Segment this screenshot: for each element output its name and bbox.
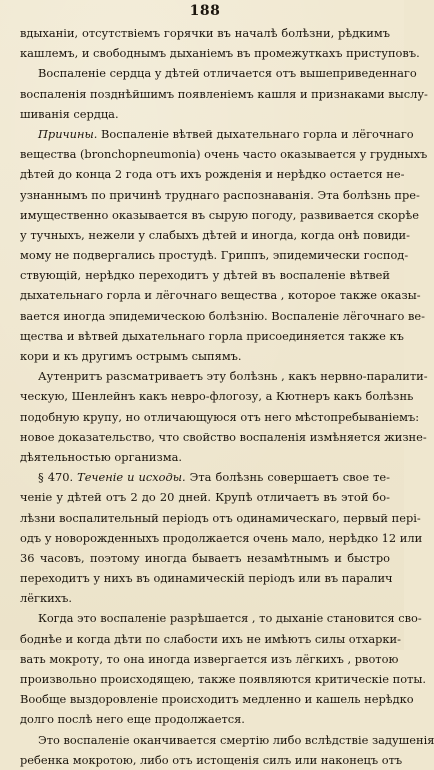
text-line [20, 649, 399, 669]
text-line [20, 487, 390, 507]
text-line [20, 407, 420, 427]
text-segment: вещества (bronchopneumonia) очень часто оказывается у грудныхъ [20, 147, 428, 162]
text-segment: новое доказательство, что свойство воспаленія измѣняется жизне- [20, 429, 427, 444]
text-segment: лѣзни воспалительный періодъ отъ одинамическаго, первый пері- [20, 510, 421, 525]
text-line [20, 608, 422, 628]
page-number: 188 [189, 3, 221, 19]
text-line [20, 265, 390, 285]
text-line [20, 144, 428, 164]
text-segment: вдыханіи, отсутствіемъ горячки въ началѣ болѣзни, рѣдкимъ [20, 26, 390, 40]
text-segment: Эта болѣзнь совершаетъ свое те- [185, 470, 390, 485]
text-segment: щества и вѣтвей дыхательнаго горла присоединяется также къ [20, 328, 404, 343]
text-line [20, 709, 390, 729]
text-segment: имущественно оказывается въ сырую погоду, развивается скорѣе [20, 207, 419, 222]
text-line [20, 730, 434, 750]
text-segment: Когда это воспаленіе разрѣшается , то дыханіе становится сво- [38, 611, 422, 626]
text-segment: Это воспаленіе оканчивается смертію либо вслѣдствіе задушенія [38, 732, 434, 747]
text-segment: ствующій, нерѣдко переходитъ у дѣтей въ воспаленіе вѣтвей [20, 268, 390, 283]
text-segment: Воспаленіе сердца у дѣтей отличается отъ вышеприведеннаго [38, 66, 417, 81]
text-line [20, 528, 423, 548]
text-line [20, 164, 405, 184]
text-line [20, 366, 428, 386]
text-line [20, 467, 390, 487]
text-segment: одъ у новорожденныхъ продолжается очень мало, нерѣдко 12 или [20, 530, 423, 545]
text-segment: ческую, Шенлейнъ какъ невро-флогозу, а Кютнеръ какъ болѣзнь [20, 389, 414, 404]
italic-heading: Теченіе и исходы. [77, 470, 186, 485]
text-segment: кори и къ другимъ острымъ сыпямъ. [20, 349, 242, 363]
text-line [20, 588, 390, 608]
text-segment: дыхательнаго горла и лёгочнаго вещества , которое также оказы- [20, 288, 421, 303]
text-line [20, 427, 427, 447]
text-segment: произвольно происходящею, также появляются критическіе поты. [20, 672, 427, 686]
text-segment: 36 часовъ, поэтому иногда бываетъ незамѣтнымъ и быстро [20, 550, 390, 565]
text-segment: лёгкихъ. [20, 591, 72, 606]
text-segment: ченіе у дѣтей отъ 2 до 20 дней. Крупѣ отличаетъ въ этой бо- [20, 490, 390, 505]
text-line [20, 386, 414, 406]
text-segment: дѣтей до конца 2 года отъ ихъ рожденія и нерѣдко остается не- [20, 167, 405, 182]
text-line [20, 225, 410, 245]
text-segment: Воспаленіе вѣтвей дыхательнаго горла и лёгочнаго [97, 126, 414, 141]
text-line [20, 43, 420, 63]
text-segment: Вообще выздоровленіе происходитъ медленно и кашель нерѣдко [20, 692, 414, 707]
text-segment: у тучныхъ, нежели у слабыхъ дѣтей и иногда, когда онѣ повиди- [20, 227, 410, 242]
text-line [20, 508, 421, 528]
text-line [20, 245, 409, 265]
text-line [20, 63, 417, 83]
text-segment: дѣятельностью организма. [20, 449, 182, 464]
text-segment: Аутенритъ разсматриваетъ эту болѣзнь , какъ нервно-паралити- [38, 369, 428, 384]
text-segment: кашлемъ, и свободнымъ дыханіемъ въ промежуткахъ приступовъ. [20, 46, 420, 61]
text-line [20, 23, 390, 43]
text-line [20, 205, 419, 225]
text-line [20, 447, 390, 467]
text-line [20, 346, 390, 366]
text-line [20, 669, 427, 689]
text-line [20, 568, 393, 588]
text-segment: боднѣе и когда дѣти по слабости ихъ не имѣютъ силы отхарки- [20, 631, 401, 646]
text-line [20, 548, 390, 568]
text-line [20, 124, 414, 144]
body-text [20, 23, 434, 770]
text-segment: подобную крупу, но отличающуюся отъ него мѣстопребываніемъ: [20, 409, 420, 424]
text-segment: § 470. [38, 470, 78, 485]
text-line [20, 306, 425, 326]
text-segment: мому не подвергались простудѣ. Гриппъ, эпидемически господ- [20, 248, 409, 263]
text-line [20, 104, 390, 124]
text-segment: вается иногда эпидемическою болѣзнію. Воспаленіе лёгочнаго ве- [20, 308, 425, 323]
text-segment: ребенка мокротою, либо отъ истощенія силъ или наконецъ отъ [20, 752, 403, 767]
text-segment: воспаленія позднѣйшимъ появленіемъ кашля и признаками выслу- [20, 86, 428, 101]
text-line [20, 185, 420, 205]
text-line [20, 326, 404, 346]
text-segment: шиванія сердца. [20, 106, 119, 121]
text-line [20, 689, 414, 709]
text-line [20, 84, 428, 104]
text-segment: долго послѣ него еще продолжается. [20, 712, 245, 727]
text-line [20, 750, 403, 770]
text-segment: узнаннымъ по причинѣ труднаго распознаванія. Эта болѣзнь пре- [20, 187, 420, 202]
text-line [20, 285, 421, 305]
text-line [20, 629, 401, 649]
text-segment: переходитъ у нихъ въ одинамическій періодъ или въ паралич [20, 571, 393, 586]
text-segment: вать мокроту, то она иногда извергается изъ лёгкихъ , рвотою [20, 651, 399, 666]
italic-heading: Причины. [38, 126, 98, 141]
